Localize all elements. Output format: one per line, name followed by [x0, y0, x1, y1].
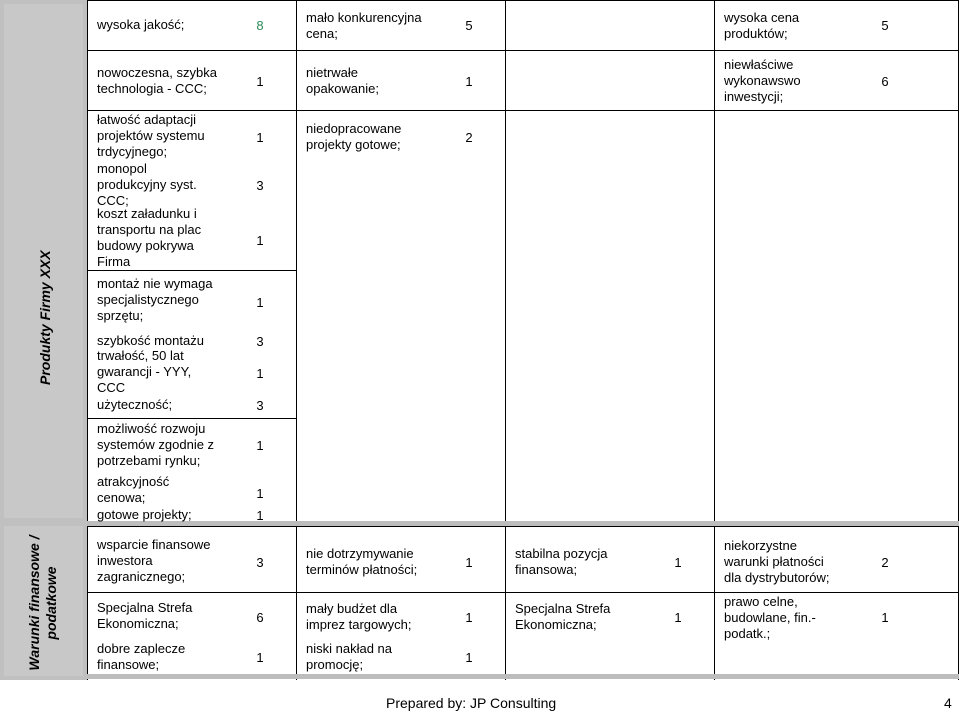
strength-item: trwałość, 50 lat gwarancji - YYY, CCC	[97, 348, 192, 395]
threat-item: wysoka cena produktów;	[724, 10, 800, 41]
weakness-score: 2	[465, 130, 473, 145]
strength-item: użyteczność;	[97, 397, 173, 412]
weakness-score: 1	[465, 74, 473, 89]
strength-score: 1	[256, 486, 264, 501]
strength-item: łatwość adaptacji projektów systemu trdycyjnego;	[97, 112, 205, 159]
strength-score: 1	[256, 295, 264, 310]
weakness-item: niedopracowane projekty gotowe;	[306, 121, 402, 152]
finance-weakness-score: 1	[465, 650, 473, 665]
strength-item: gotowe projekty;	[97, 507, 192, 522]
finance-strength-item: Specjalna Strefa Ekonomiczna;	[97, 600, 193, 631]
strength-score: 1	[256, 130, 264, 145]
strength-item: szybkość montażu	[97, 333, 204, 348]
prepared-by-text: Prepared by: JP Consulting	[386, 695, 557, 711]
finance-threat-score: 2	[881, 555, 889, 570]
strength-score: 3	[256, 334, 264, 349]
strength-item: możliwość rozwoju systemów zgodnie z potrzebami rynku;	[97, 421, 215, 468]
strength-score: 1	[256, 74, 264, 89]
strength-score: 3	[256, 178, 264, 193]
strength-item: wysoka jakość;	[97, 17, 185, 32]
strength-item: nowoczesna, szybka technologia - CCC;	[97, 65, 217, 96]
strength-item: monopol produkcyjny syst. CCC;	[97, 161, 197, 208]
finance-strength-score: 6	[256, 610, 264, 625]
finance-weakness-score: 1	[465, 610, 473, 625]
page-footer	[0, 692, 960, 712]
finance-threat-score: 1	[881, 610, 889, 625]
strength-score: 1	[256, 233, 264, 248]
strength-item: montaż nie wymaga specjalistycznego sprzętu;	[97, 276, 213, 323]
finance-opportunity-score: 1	[674, 555, 682, 570]
threat-item: niewłaściwe wykonawswo inwestycji;	[724, 57, 801, 104]
finance-strength-item: wsparcie finansowe inwestora zagranicznego;	[97, 537, 211, 584]
products-sidebar	[0, 0, 87, 522]
strength-score: 1	[256, 438, 264, 453]
strength-score: 1	[256, 366, 264, 381]
finance-threat-item: prawo celne, budowlane, fin.- podatk.;	[724, 594, 816, 641]
finance-strength-score: 1	[256, 650, 264, 665]
weakness-score: 5	[465, 18, 473, 33]
finance-weakness-item: niski nakład na promocję;	[306, 641, 392, 672]
finance-strength-score: 3	[256, 555, 264, 570]
strength-score: 1	[256, 508, 264, 523]
strength-item: atrakcyjność cenowa;	[97, 474, 170, 505]
finance-sidebar	[0, 522, 87, 680]
finance-strength-item: dobre zaplecze finansowe;	[97, 641, 186, 672]
finance-threat-item: niekorzystne warunki płatności dla dystrybutorów;	[724, 538, 830, 585]
finance-section-label: Warunki finansowe / podatkowe	[26, 535, 59, 671]
finance-weakness-item: nie dotrzymywanie terminów płatności;	[306, 546, 418, 577]
finance-opportunity-item: stabilna pozycja finansowa;	[515, 546, 608, 577]
finance-weakness-score: 1	[465, 555, 473, 570]
finance-opportunity-score: 1	[674, 610, 682, 625]
strength-score: 3	[256, 398, 264, 413]
weakness-item: nietrwałe opakowanie;	[306, 65, 379, 96]
finance-opportunity-item: Specjalna Strefa Ekonomiczna;	[515, 601, 611, 632]
strength-item: koszt załadunku i transportu na plac budowy pokrywa Firma	[97, 206, 202, 269]
threat-score: 5	[881, 18, 889, 33]
weakness-item: mało konkurencyjna cena;	[306, 10, 422, 41]
strength-score: 8	[256, 18, 264, 33]
finance-weakness-item: mały budżet dla imprez targowych;	[306, 601, 412, 632]
threat-score: 6	[881, 74, 889, 89]
products-section-label: Produkty Firmy XXX	[37, 250, 53, 385]
page-number: 4	[944, 695, 952, 711]
